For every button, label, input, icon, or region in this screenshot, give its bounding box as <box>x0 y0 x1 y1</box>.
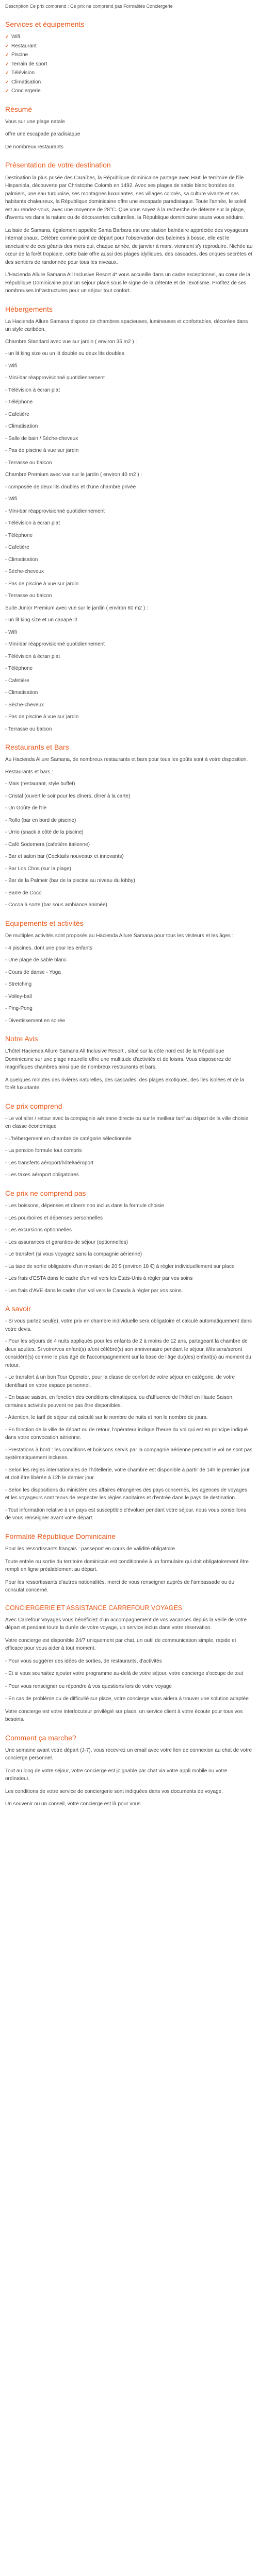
savoir-heading: A savoir <box>5 1304 31 1313</box>
avis-section <box>5 1034 253 1092</box>
room-feature: - Cafetière <box>5 411 29 417</box>
check-icon: ✓ <box>5 52 9 58</box>
conciergerie-text: Votre concierge est disponible 24/7 uniquement par chat, un outil de communication simple, rapide et efficace pour vous aider à tout moment. <box>5 1637 236 1652</box>
activity-item: - 4 piscines, dont une pour les enfants <box>5 945 92 951</box>
service-item <box>5 60 253 69</box>
room-feature: - Mini-bar réapprovisionné quotidiennement <box>5 508 105 514</box>
room-feature: - un lit king size et un canapé lit <box>5 617 77 623</box>
room-feature: - Mini-bar réapprovisionné quotidiennement <box>5 641 105 648</box>
room-feature: - Sèche-cheveux <box>5 569 44 575</box>
formalites-text: Pour les ressortissants d'autres nationalités, merci de vous renseigner auprès de l'ambassade ou du consulat concerné. <box>5 1579 235 1593</box>
excluded-item: - Les frais d'ESTA dans le cadre d'un vol vers les États-Unis à régler par vos soins <box>5 1276 193 1282</box>
room-feature: - composée de deux lits doubles et d'une chambre privée <box>5 484 136 490</box>
savoir-section <box>5 1304 253 1522</box>
savoir-item: - Selon les règles internationales de l'hôtellerie, votre chambre est disponible à partir de 14h le premier jour et doit être libérée à 12h le dernier jour. <box>5 1467 250 1481</box>
services-section <box>5 20 253 95</box>
room-feature: - Télévision à écran plat <box>5 520 60 527</box>
resume-heading: Résumé <box>5 105 33 113</box>
service-item <box>5 51 253 59</box>
room-title: Chambre Standard avec vue sur jardin ( environ 35 m2 ) : <box>5 338 137 345</box>
presentation-text: L'Hacienda Allure Samana All Inclusive Resort 4* vous accueille dans un cadre exceptionnel, au cœur de la République Dominicaine pour un séjour placé sous le signe de la détente et de l'exotisme. Profitez de ses nombreuses infrastructures pour un séjour tout confort. <box>5 272 250 294</box>
page-intro: Description Ce prix comprend : Ce prix ne comprend pas Formalités Conciergerie <box>5 4 173 9</box>
presentation-text: La baie de Samana, également appelée Santa Barbara est une station balnéaire appréciée des voyageurs internationaux. Célèbre comme point de départ pour l'observation des baleines à bosse, elle est le sanctuaire de ces géants des mers qui, chaque année, de janvier à mars, viennent s'y reproduire. Nichée au cœur de la forêt tropicale, cette baie offre aussi des plages idylliques, des cascades, des criques secrètes et des sentiers de randonnée pour tous les niveaux. <box>5 227 253 265</box>
comprend-heading: Ce prix comprend <box>5 1101 62 1110</box>
room-feature: - Climatisation <box>5 423 38 430</box>
savoir-item: - Pour les séjours de 4 nuits appliqués pour les enfants de 2 à moins de 12 ans, partageant la chambre de deux adultes. Si votre/vos enfant(s) a/ont célébré(s) son anniversaire pendant le séjour, il/ils sera/seront considéré(s) comme le plus âgé de l'accompagnement sur la base de l'âge du(des) enfant(s) au moment du retour. <box>5 1338 251 1368</box>
presentation-heading: Présentation de votre destination <box>5 161 111 170</box>
savoir-item: - Attention, le tarif de séjour est calculé sur le nombre de nuits et non le nombre de jours. <box>5 1415 208 1421</box>
restaurant-item: - Un Goûte de l'Ile <box>5 805 47 811</box>
comment-text: Une semaine avant votre départ (J-7), vous recevrez un email avec votre lien de connexion au chat de votre concierge personnel. <box>5 1747 252 1761</box>
savoir-item: - Le transfert à un bon Tour Operator, pour la classe de confort de votre séjour en catégorie, de votre identifiant en votre espace personnel. <box>5 1375 235 1388</box>
room-text: La Hacienda Allure Samana dispose de chambres spacieuses, lumineuses et confortables, décorées dans un style caribéen. <box>5 318 248 333</box>
services-heading: Services et équipements <box>5 20 85 28</box>
avis-heading: Notre Avis <box>5 1035 38 1043</box>
room-feature: - Sèche-cheveux <box>5 702 44 708</box>
comment-text: Les conditions de votre service de conciergerie sont indiquées dans vos documents de voyage. <box>5 1788 223 1794</box>
activity-item: - Divertissement en soirée <box>5 1018 66 1024</box>
included-item: - Les taxes aéroport obligatoires <box>5 1172 79 1178</box>
room-feature: - Terrasse ou balcon <box>5 726 52 732</box>
room-feature: - Wifi <box>5 629 17 635</box>
service-label: Climatisation <box>11 79 41 85</box>
room-feature: - Cafetière <box>5 545 29 551</box>
room-feature: - Salle de bain / Sèche-cheveux <box>5 435 78 442</box>
comment-section <box>5 1733 253 1808</box>
excluded-item: - Les boissons, dépenses et dîners non inclus dans la formule choisie <box>5 1203 164 1209</box>
service-label: Terrain de sport <box>11 61 47 67</box>
savoir-item: - En fonction de la ville de départ ou de retour, l'opérateur indique l'heure du vol qui est en principe indiqué dans votre convocation aérienne. <box>5 1427 248 1441</box>
resume-section <box>5 105 253 151</box>
formalites-text: Toute entrée ou sortie du territoire dominicain est conditionnée à un formulaire qui doit obligatoirement être rempli en ligne préalablement au départ. <box>5 1558 249 1572</box>
resume-text: De nombreux restaurants <box>5 144 63 150</box>
activites-text: De multiples activités sont proposés au Hacienda Allure Samana pour tous les visiteurs et les âges : <box>5 933 234 939</box>
restaurant-item: - Cristal (ouvert le soir pour les dîners, dîner à la carte) <box>5 793 131 799</box>
excluded-item: - Les excursions optionnelles <box>5 1227 72 1233</box>
formalites-section <box>5 1532 253 1595</box>
savoir-item: - Si vous partez seul(e), votre prix en chambre individuelle sera obligatoire et calculé automatiquement dans votre devis. <box>5 1318 252 1332</box>
restaurant-item: - Café Sodemera (cafetière italienne) <box>5 841 90 848</box>
included-item: - L'hébergement en chambre de catégorie sélectionnée <box>5 1136 132 1142</box>
check-icon: ✓ <box>5 70 9 76</box>
presentation-section <box>5 160 253 295</box>
room-feature: - Climatisation <box>5 690 38 696</box>
room-feature: - Téléphone <box>5 666 33 672</box>
room-feature: - Télévision à écran plat <box>5 387 60 393</box>
restaurant-item: - Mais (restaurant, style buffet) <box>5 781 75 787</box>
services-list <box>5 33 253 95</box>
service-label: Télévision <box>11 70 35 76</box>
savoir-item: - Tout information relative à un pays est susceptible d'évoluer pendant votre séjour, nous vous conseillons de vous renseigner avant votre départ. <box>5 1507 246 1521</box>
conciergerie-item: - Pour vous renseigner ou répondre à vos questions lors de votre voyage <box>5 1683 172 1689</box>
conciergerie-item: - Pour vous suggérer des idées de sorties, de restaurants, d'activités <box>5 1658 162 1664</box>
check-icon: ✓ <box>5 43 9 48</box>
room-feature: - Télévision à écran plat <box>5 653 60 659</box>
activity-item: - Une plage de sable blanc <box>5 957 67 963</box>
excluded-item: - Les pourboires et dépenses personnelles <box>5 1215 103 1221</box>
service-label: Restaurant <box>11 43 37 49</box>
restaurants-text: Au Hacienda Allure Samana, de nombreux restaurants et bars pour tous les goûts sont à votre disposition. <box>5 757 248 763</box>
room-feature: - Pas de piscine à vue sur jardin <box>5 714 79 720</box>
room-feature: - Terrasse ou balcon <box>5 460 52 466</box>
restaurant-item: - Bar de la Palmeir (bar de la piscine au niveau du lobby) <box>5 878 135 884</box>
room-feature: - Cafetière <box>5 677 29 684</box>
restaurant-item: - Bar Los Chos (sur la plage) <box>5 866 71 872</box>
check-icon: ✓ <box>5 34 9 40</box>
presentation-text: Destination la plus prisée des Caraïbes, la République dominicaine partage avec Haïti le territoire de l'île Hispaniola, découverte par Christophe Colomb en 1492. Avec ses plages de sable blanc bordées de palmiers, une eau turquoise, ses montagnes luxuriantes, ses villages colorés, sa culture vivante et ses habitants chaleureux, la République dominicaine offre une escapade paradisiaque. Toute l'année, le soleil est au rendez-vous, avec une moyenne de 28°C. Que vous soyez à la recherche de détente sur la plage, d'aventures dans la nature ou de découvertes culturelles, la République dominicaine saura vous séduire. <box>5 175 246 221</box>
restaurants-text: Restaurants et bars : <box>5 769 53 775</box>
activites-heading: Equipements et activités <box>5 919 84 927</box>
conciergerie-text: Votre concierge est votre interlocuteur privilégié sur place, un service client à votre écoute pour tous vos besoins. <box>5 1708 243 1723</box>
conciergerie-text: Avec Carrefour Voyages vous bénéficiez d'un accompagnement de vos vacances depuis la veille de votre départ et pendant toute la durée de votre voyage, un service inclus dans votre réservation. <box>5 1617 247 1631</box>
included-item: - Le vol aller / retour avec la compagnie aérienne directe ou sur le meilleur tarif au départ de la ville choisie en classe économique <box>5 1115 249 1130</box>
service-label: Conciergerie <box>11 88 41 94</box>
excluded-item: - Les assurances et garanties de séjour (optionnelles) <box>5 1239 128 1245</box>
avis-text: A quelques minutes des rivières naturelles, des cascades, des plages exotiques, des îles isolées et de la forêt luxuriante. <box>5 1077 245 1091</box>
room-title: Chambre Premium avec vue sur le jardin ( environ 40 m2 ) : <box>5 472 142 478</box>
hebergements-section <box>5 304 253 734</box>
restaurant-item: - Bar et salon bar (Cocktails nouveaux et innovants) <box>5 854 124 860</box>
restaurant-item: - Urrio (snack à côté de la piscine) <box>5 829 84 836</box>
savoir-item: - En basse saison, en fonction des conditions climatiques, ou d'affluence de l'hôtel en Haute Saison, certaines activités peuvent ne pas être disponibles. <box>5 1395 234 1409</box>
comment-heading: Comment ça marche? <box>5 1733 76 1742</box>
check-icon: ✓ <box>5 79 9 84</box>
room-title: Suite Junior Premium avec vue sur le jardin ( environ 60 m2 ) : <box>5 605 148 611</box>
formalites-text: Pour les ressortissants français : passeport en cours de validité obligatoire. <box>5 1546 176 1552</box>
room-feature: - Terrasse ou balcon <box>5 593 52 599</box>
service-item <box>5 78 253 87</box>
room-feature: - Téléphone <box>5 399 33 405</box>
resume-text: offre une escapade paradisiaque <box>5 131 80 138</box>
room-feature: - Wifi <box>5 496 17 502</box>
excluded-item: - Le transfert (si vous voyagez sans la compagnie aérienne) <box>5 1251 142 1258</box>
included-item: - Les transferts aéroport/hôtel/aéroport <box>5 1160 94 1166</box>
included-item: - La pension formule tout compris <box>5 1148 82 1154</box>
excluded-item: - La taxe de sortie obligatoire d'un montant de 20 $ (environ 18 €) à régler individuellement sur place <box>5 1263 235 1269</box>
activity-item: - Cours de danse - Yoga <box>5 969 61 975</box>
service-item <box>5 42 253 50</box>
avis-text: L'hôtel Hacienda Allure Samana All Inclusive Resort , situé sur la côte nord est de la République Dominicaine sur une plage naturelle offre une multitude d'activités et de loisirs. Vous disposerez de magnifiques chambres ainsi que de nombreux restaurants et bars. <box>5 1048 231 1071</box>
room-feature: - Pas de piscine à vue sur jardin <box>5 581 79 587</box>
room-feature: - Pas de piscine à vue sur jardin <box>5 448 79 454</box>
savoir-item: - Selon les dispositions du ministère des affaires étrangères des pays concernés, les agences de voyages et les voyageurs sont tenus de respecter les règles sanitaires et d'entrée dans le pays de destination. <box>5 1487 247 1501</box>
service-item <box>5 87 253 95</box>
room-feature: - Wifi <box>5 363 17 369</box>
conciergerie-item: - Et si vous souhaitez ajouter votre programme au-delà de votre séjour, votre concierge s'occupe de tout <box>5 1671 244 1677</box>
hebergements-heading: Hébergements <box>5 304 53 313</box>
conciergerie-item: - En cas de problème ou de difficulté sur place, votre concierge vous aidera à trouver une solution adaptée <box>5 1696 249 1702</box>
restaurants-section <box>5 742 253 909</box>
check-icon: ✓ <box>5 61 9 66</box>
necomprend-section <box>5 1189 253 1295</box>
savoir-item: - Prestations à bord : les conditions et boissons servis par la compagnie aérienne pendant le vol ne sont pas systématiquement incluses. <box>5 1447 253 1461</box>
conciergerie-heading: CONCIERGERIE ET ASSISTANCE CARREFOUR VOYAGES <box>5 1604 183 1612</box>
room-feature: - Climatisation <box>5 556 38 563</box>
comment-text: Tout au long de votre séjour, votre concierge est joignable par chat via votre appli mobile ou votre ordinateur. <box>5 1768 228 1782</box>
room-feature: - Mini-bar réapprovisionné quotidiennement <box>5 375 105 381</box>
formalites-heading: Formalité République Dominicaine <box>5 1532 116 1540</box>
activites-section <box>5 919 253 1025</box>
activity-item: - Stretching <box>5 981 32 988</box>
comment-text: Un souvenir ou un conseil, votre concierge est là pour vous. <box>5 1801 142 1807</box>
service-label: Wifi <box>11 34 20 40</box>
service-label: Piscine <box>11 52 28 58</box>
conciergerie-section <box>5 1604 253 1724</box>
activity-item: - Ping-Pong <box>5 1006 33 1012</box>
comprend-section <box>5 1101 253 1179</box>
room-feature: - Téléphone <box>5 532 33 538</box>
resume-text: Vous sur une plage natale <box>5 118 65 125</box>
necomprend-heading: Ce prix ne comprend pas <box>5 1189 86 1197</box>
service-item <box>5 33 253 41</box>
restaurant-item: - Cocoa à sorte (bar sous ambiance animée) <box>5 902 107 908</box>
restaurant-item: - Rollo (bar en bord de piscine) <box>5 817 76 823</box>
excluded-item: - Les frais d'AVE dans le cadre d'un vol vers le Canada à régler par vos soins. <box>5 1287 183 1294</box>
activity-item: - Volley-ball <box>5 993 32 999</box>
restaurants-heading: Restaurants et Bars <box>5 743 69 752</box>
service-item <box>5 69 253 77</box>
check-icon: ✓ <box>5 88 9 94</box>
restaurant-item: - Barre de Coco <box>5 890 42 896</box>
room-feature: - un lit king size ou un lit double ou deux lits doubles <box>5 351 124 357</box>
